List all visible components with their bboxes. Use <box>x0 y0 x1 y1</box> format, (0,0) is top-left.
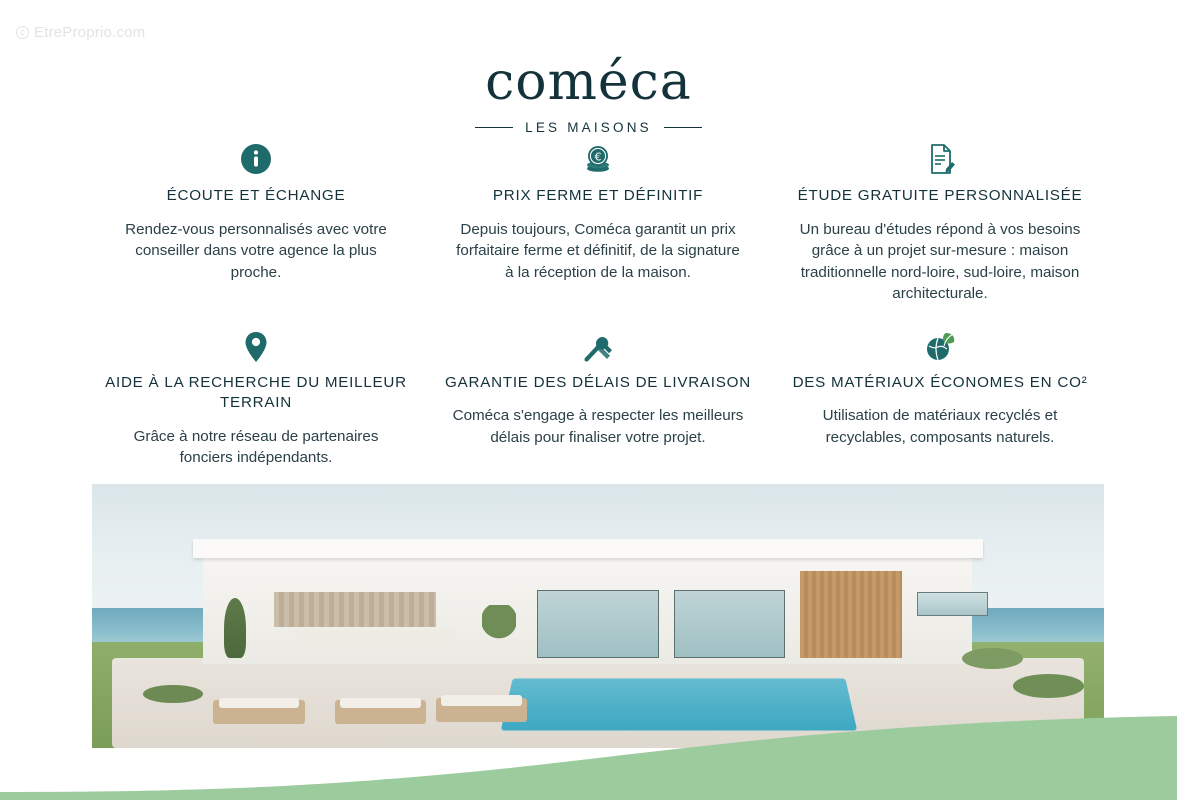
feature-item-ecoute-et-echange <box>92 136 420 305</box>
brand-tagline-wrap <box>475 120 702 135</box>
photo-potted-palm <box>482 605 516 655</box>
feature-body: Rendez-vous personnalisés avec votre conseiller dans votre agence la plus proche. <box>125 220 387 281</box>
photo-glass-bay-1 <box>537 590 658 659</box>
feature-title: AIDE À LA RECHERCHE DU MEILLEUR TERRAIN <box>105 373 407 412</box>
feature-body: Utilisation de matériaux recyclés et recyclables, composants naturels. <box>822 407 1058 446</box>
brand-tagline: LES MAISONS <box>525 120 652 135</box>
feature-item-prix-ferme-et-definitif <box>434 136 762 305</box>
rule-left-decoration <box>475 127 513 128</box>
tools-icon <box>440 325 756 369</box>
brand-logo <box>0 52 1177 135</box>
modern-villa-with-pool-photo <box>92 484 1104 748</box>
feature-body: Un bureau d'études répond à vos besoins grâce à un projet sur-mesure : maison traditionnelle nord-loire, sud-loire, maison architecturale. <box>799 220 1081 303</box>
feature-title: DES MATÉRIAUX ÉCONOMES EN CO² <box>792 373 1088 391</box>
feature-title: ÉCOUTE ET ÉCHANGE <box>166 187 346 204</box>
euro-coins-icon <box>440 136 756 182</box>
photo-lounger-cushion <box>219 698 300 709</box>
photo-swimming-pool <box>501 678 857 730</box>
feature-item-aide-recherche-terrain <box>92 325 420 469</box>
feature-body: Grâce à notre réseau de partenaires fonciers indépendants. <box>133 427 379 467</box>
photo-lounger-cushion <box>441 695 522 706</box>
photo-lounger-cushion <box>340 698 421 709</box>
photo-cypress-tree <box>224 598 246 659</box>
photo-outdoor-sofa <box>294 629 456 653</box>
photo-shrub <box>1013 674 1084 698</box>
document-pen-icon <box>782 136 1098 182</box>
photo-shrub <box>962 648 1023 669</box>
photo-shrub <box>143 685 204 703</box>
feature-item-garantie-delais <box>434 325 762 469</box>
feature-body: Coméca s'engage à respecter les meilleurs délais pour finaliser votre projet. <box>452 407 744 446</box>
watermark <box>16 24 145 41</box>
feature-title: PRIX FERME ET DÉFINITIF <box>492 187 704 204</box>
features-grid <box>92 136 1104 469</box>
eco-globe-leaf-icon <box>782 325 1098 369</box>
copyright-icon: c <box>16 26 29 39</box>
feature-title: GARANTIE DES DÉLAIS DE LIVRAISON <box>445 373 751 391</box>
photo-pergola <box>274 592 436 626</box>
info-circle-icon <box>98 136 414 182</box>
watermark-text: EtreProprio.com <box>34 24 146 41</box>
rule-right-decoration <box>664 127 702 128</box>
photo-glass-bay-2 <box>674 590 785 659</box>
photo-window-right <box>917 592 988 616</box>
map-pin-icon <box>98 325 414 369</box>
photo-wood-cladding <box>800 571 901 658</box>
svg-text:€: € <box>594 150 602 164</box>
feature-item-materiaux-economes <box>776 325 1104 469</box>
brand-name: coméca <box>485 52 692 112</box>
feature-body: Depuis toujours, Coméca garantit un prix forfaitaire ferme et définitif, de la signature à la réception de la maison. <box>456 220 740 281</box>
photo-house-roof <box>193 539 982 557</box>
feature-title: ÉTUDE GRATUITE PERSONNALISÉE <box>797 187 1083 204</box>
feature-item-etude-gratuite <box>776 136 1104 305</box>
